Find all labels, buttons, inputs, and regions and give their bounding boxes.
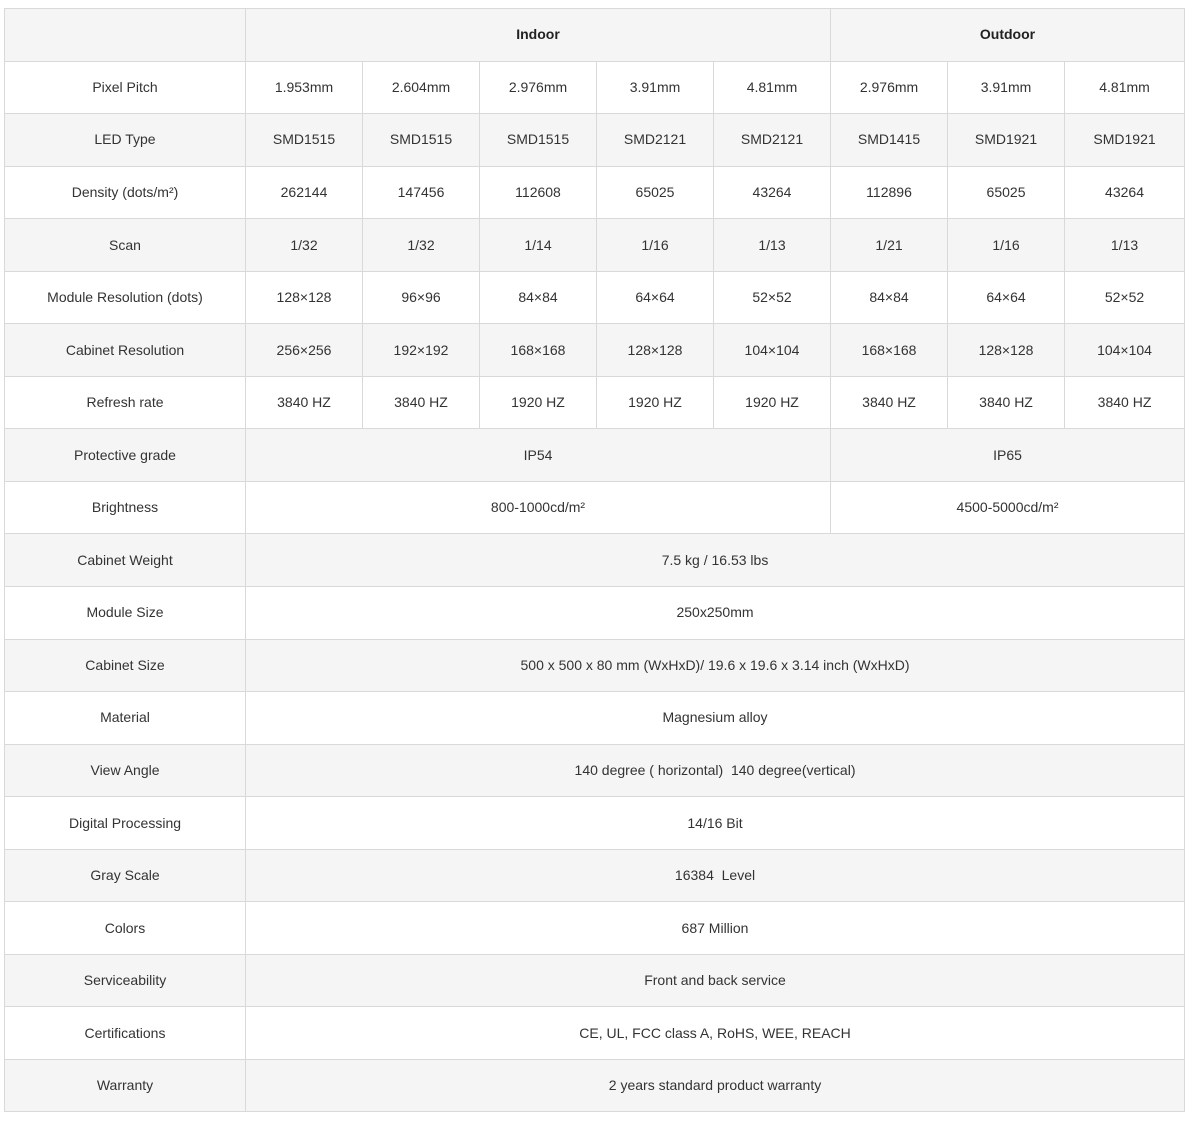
row-label: Protective grade xyxy=(5,429,246,482)
row-material xyxy=(5,692,1185,745)
row-certifications xyxy=(5,1007,1185,1060)
table-cell: 52×52 xyxy=(1065,271,1185,324)
row-scan xyxy=(5,219,1185,272)
indoor-value-cell: IP54 xyxy=(246,429,831,482)
table-cell: 2.604mm xyxy=(363,61,480,114)
shared-value-cell: 250x250mm xyxy=(246,587,1185,640)
row-cabinet-size xyxy=(5,639,1185,692)
row-label: Cabinet Size xyxy=(5,639,246,692)
table-cell: SMD1515 xyxy=(480,114,597,167)
table-cell: 1920 HZ xyxy=(714,376,831,429)
outdoor-value-cell: 4500-5000cd/m² xyxy=(831,481,1185,534)
table-cell: 3840 HZ xyxy=(363,376,480,429)
table-cell: 168×168 xyxy=(831,324,948,377)
table-cell: SMD2121 xyxy=(597,114,714,167)
row-label: Serviceability xyxy=(5,954,246,1007)
table-cell: 4.81mm xyxy=(714,61,831,114)
row-label: Module Size xyxy=(5,587,246,640)
table-cell: 104×104 xyxy=(714,324,831,377)
shared-value-cell: 16384 Level xyxy=(246,849,1185,902)
table-cell: 96×96 xyxy=(363,271,480,324)
row-cabinet-resolution xyxy=(5,324,1185,377)
row-label: Pixel Pitch xyxy=(5,61,246,114)
table-cell: 1/21 xyxy=(831,219,948,272)
row-label: Warranty xyxy=(5,1059,246,1112)
table-cell: 3840 HZ xyxy=(831,376,948,429)
row-brightness xyxy=(5,481,1185,534)
table-cell: 52×52 xyxy=(714,271,831,324)
row-label: Colors xyxy=(5,902,246,955)
row-label: Brightness xyxy=(5,481,246,534)
table-cell: 1/32 xyxy=(246,219,363,272)
table-cell: 112896 xyxy=(831,166,948,219)
shared-value-cell: 687 Million xyxy=(246,902,1185,955)
table-cell: 84×84 xyxy=(831,271,948,324)
table-cell: SMD1515 xyxy=(246,114,363,167)
row-label: Material xyxy=(5,692,246,745)
table-cell: 3840 HZ xyxy=(1065,376,1185,429)
row-label: LED Type xyxy=(5,114,246,167)
table-cell: 3.91mm xyxy=(948,61,1065,114)
table-cell: 1920 HZ xyxy=(597,376,714,429)
table-cell: 147456 xyxy=(363,166,480,219)
table-cell: 2.976mm xyxy=(831,61,948,114)
table-cell: 256×256 xyxy=(246,324,363,377)
table-cell: 262144 xyxy=(246,166,363,219)
table-cell: 3.91mm xyxy=(597,61,714,114)
table-cell: 3840 HZ xyxy=(948,376,1065,429)
table-cell: 112608 xyxy=(480,166,597,219)
row-pixel-pitch xyxy=(5,61,1185,114)
row-label: View Angle xyxy=(5,744,246,797)
table-cell: 104×104 xyxy=(1065,324,1185,377)
table-cell: 64×64 xyxy=(597,271,714,324)
indoor-group-header: Indoor xyxy=(246,9,831,62)
table-cell: 128×128 xyxy=(246,271,363,324)
row-serviceability xyxy=(5,954,1185,1007)
table-cell: 2.976mm xyxy=(480,61,597,114)
row-label: Module Resolution (dots) xyxy=(5,271,246,324)
header-row xyxy=(5,9,1185,62)
row-module-resolution xyxy=(5,271,1185,324)
table-cell: 43264 xyxy=(1065,166,1185,219)
row-density xyxy=(5,166,1185,219)
shared-value-cell: 7.5 kg / 16.53 lbs xyxy=(246,534,1185,587)
table-cell: 1/13 xyxy=(714,219,831,272)
table-cell: 64×64 xyxy=(948,271,1065,324)
table-cell: SMD1415 xyxy=(831,114,948,167)
table-cell: SMD1921 xyxy=(948,114,1065,167)
shared-value-cell: 2 years standard product warranty xyxy=(246,1059,1185,1112)
row-label: Scan xyxy=(5,219,246,272)
table-cell: 84×84 xyxy=(480,271,597,324)
row-module-size xyxy=(5,587,1185,640)
shared-value-cell: Magnesium alloy xyxy=(246,692,1185,745)
shared-value-cell: CE, UL, FCC class A, RoHS, WEE, REACH xyxy=(246,1007,1185,1060)
shared-value-cell: Front and back service xyxy=(246,954,1185,1007)
table-cell: 3840 HZ xyxy=(246,376,363,429)
row-label: Cabinet Resolution xyxy=(5,324,246,377)
row-label: Gray Scale xyxy=(5,849,246,902)
table-cell: 1.953mm xyxy=(246,61,363,114)
row-label: Digital Processing xyxy=(5,797,246,850)
table-cell: SMD1515 xyxy=(363,114,480,167)
table-cell: 192×192 xyxy=(363,324,480,377)
table-cell: 128×128 xyxy=(948,324,1065,377)
row-label: Cabinet Weight xyxy=(5,534,246,587)
table-cell: 4.81mm xyxy=(1065,61,1185,114)
outdoor-value-cell: IP65 xyxy=(831,429,1185,482)
table-cell: 1/16 xyxy=(597,219,714,272)
row-protective-grade xyxy=(5,429,1185,482)
row-digital-processing xyxy=(5,797,1185,850)
row-refresh-rate xyxy=(5,376,1185,429)
table-cell: 168×168 xyxy=(480,324,597,377)
row-led-type xyxy=(5,114,1185,167)
indoor-value-cell: 800-1000cd/m² xyxy=(246,481,831,534)
corner-cell xyxy=(5,9,246,62)
table-cell: 1/32 xyxy=(363,219,480,272)
table-cell: 1/13 xyxy=(1065,219,1185,272)
table-cell: 65025 xyxy=(948,166,1065,219)
row-label: Density (dots/m²) xyxy=(5,166,246,219)
table-cell: 1920 HZ xyxy=(480,376,597,429)
table-cell: 128×128 xyxy=(597,324,714,377)
row-cabinet-weight xyxy=(5,534,1185,587)
shared-value-cell: 140 degree ( horizontal) 140 degree(vertical) xyxy=(246,744,1185,797)
spec-table xyxy=(4,8,1185,1112)
row-warranty xyxy=(5,1059,1185,1112)
table-cell: 65025 xyxy=(597,166,714,219)
row-colors xyxy=(5,902,1185,955)
table-cell: 43264 xyxy=(714,166,831,219)
table-cell: 1/14 xyxy=(480,219,597,272)
table-cell: SMD2121 xyxy=(714,114,831,167)
row-label: Refresh rate xyxy=(5,376,246,429)
row-view-angle xyxy=(5,744,1185,797)
row-label: Certifications xyxy=(5,1007,246,1060)
outdoor-group-header: Outdoor xyxy=(831,9,1185,62)
row-gray-scale xyxy=(5,849,1185,902)
shared-value-cell: 500 x 500 x 80 mm (WxHxD)/ 19.6 x 19.6 x 3.14 inch (WxHxD) xyxy=(246,639,1185,692)
table-cell: SMD1921 xyxy=(1065,114,1185,167)
shared-value-cell: 14/16 Bit xyxy=(246,797,1185,850)
table-cell: 1/16 xyxy=(948,219,1065,272)
